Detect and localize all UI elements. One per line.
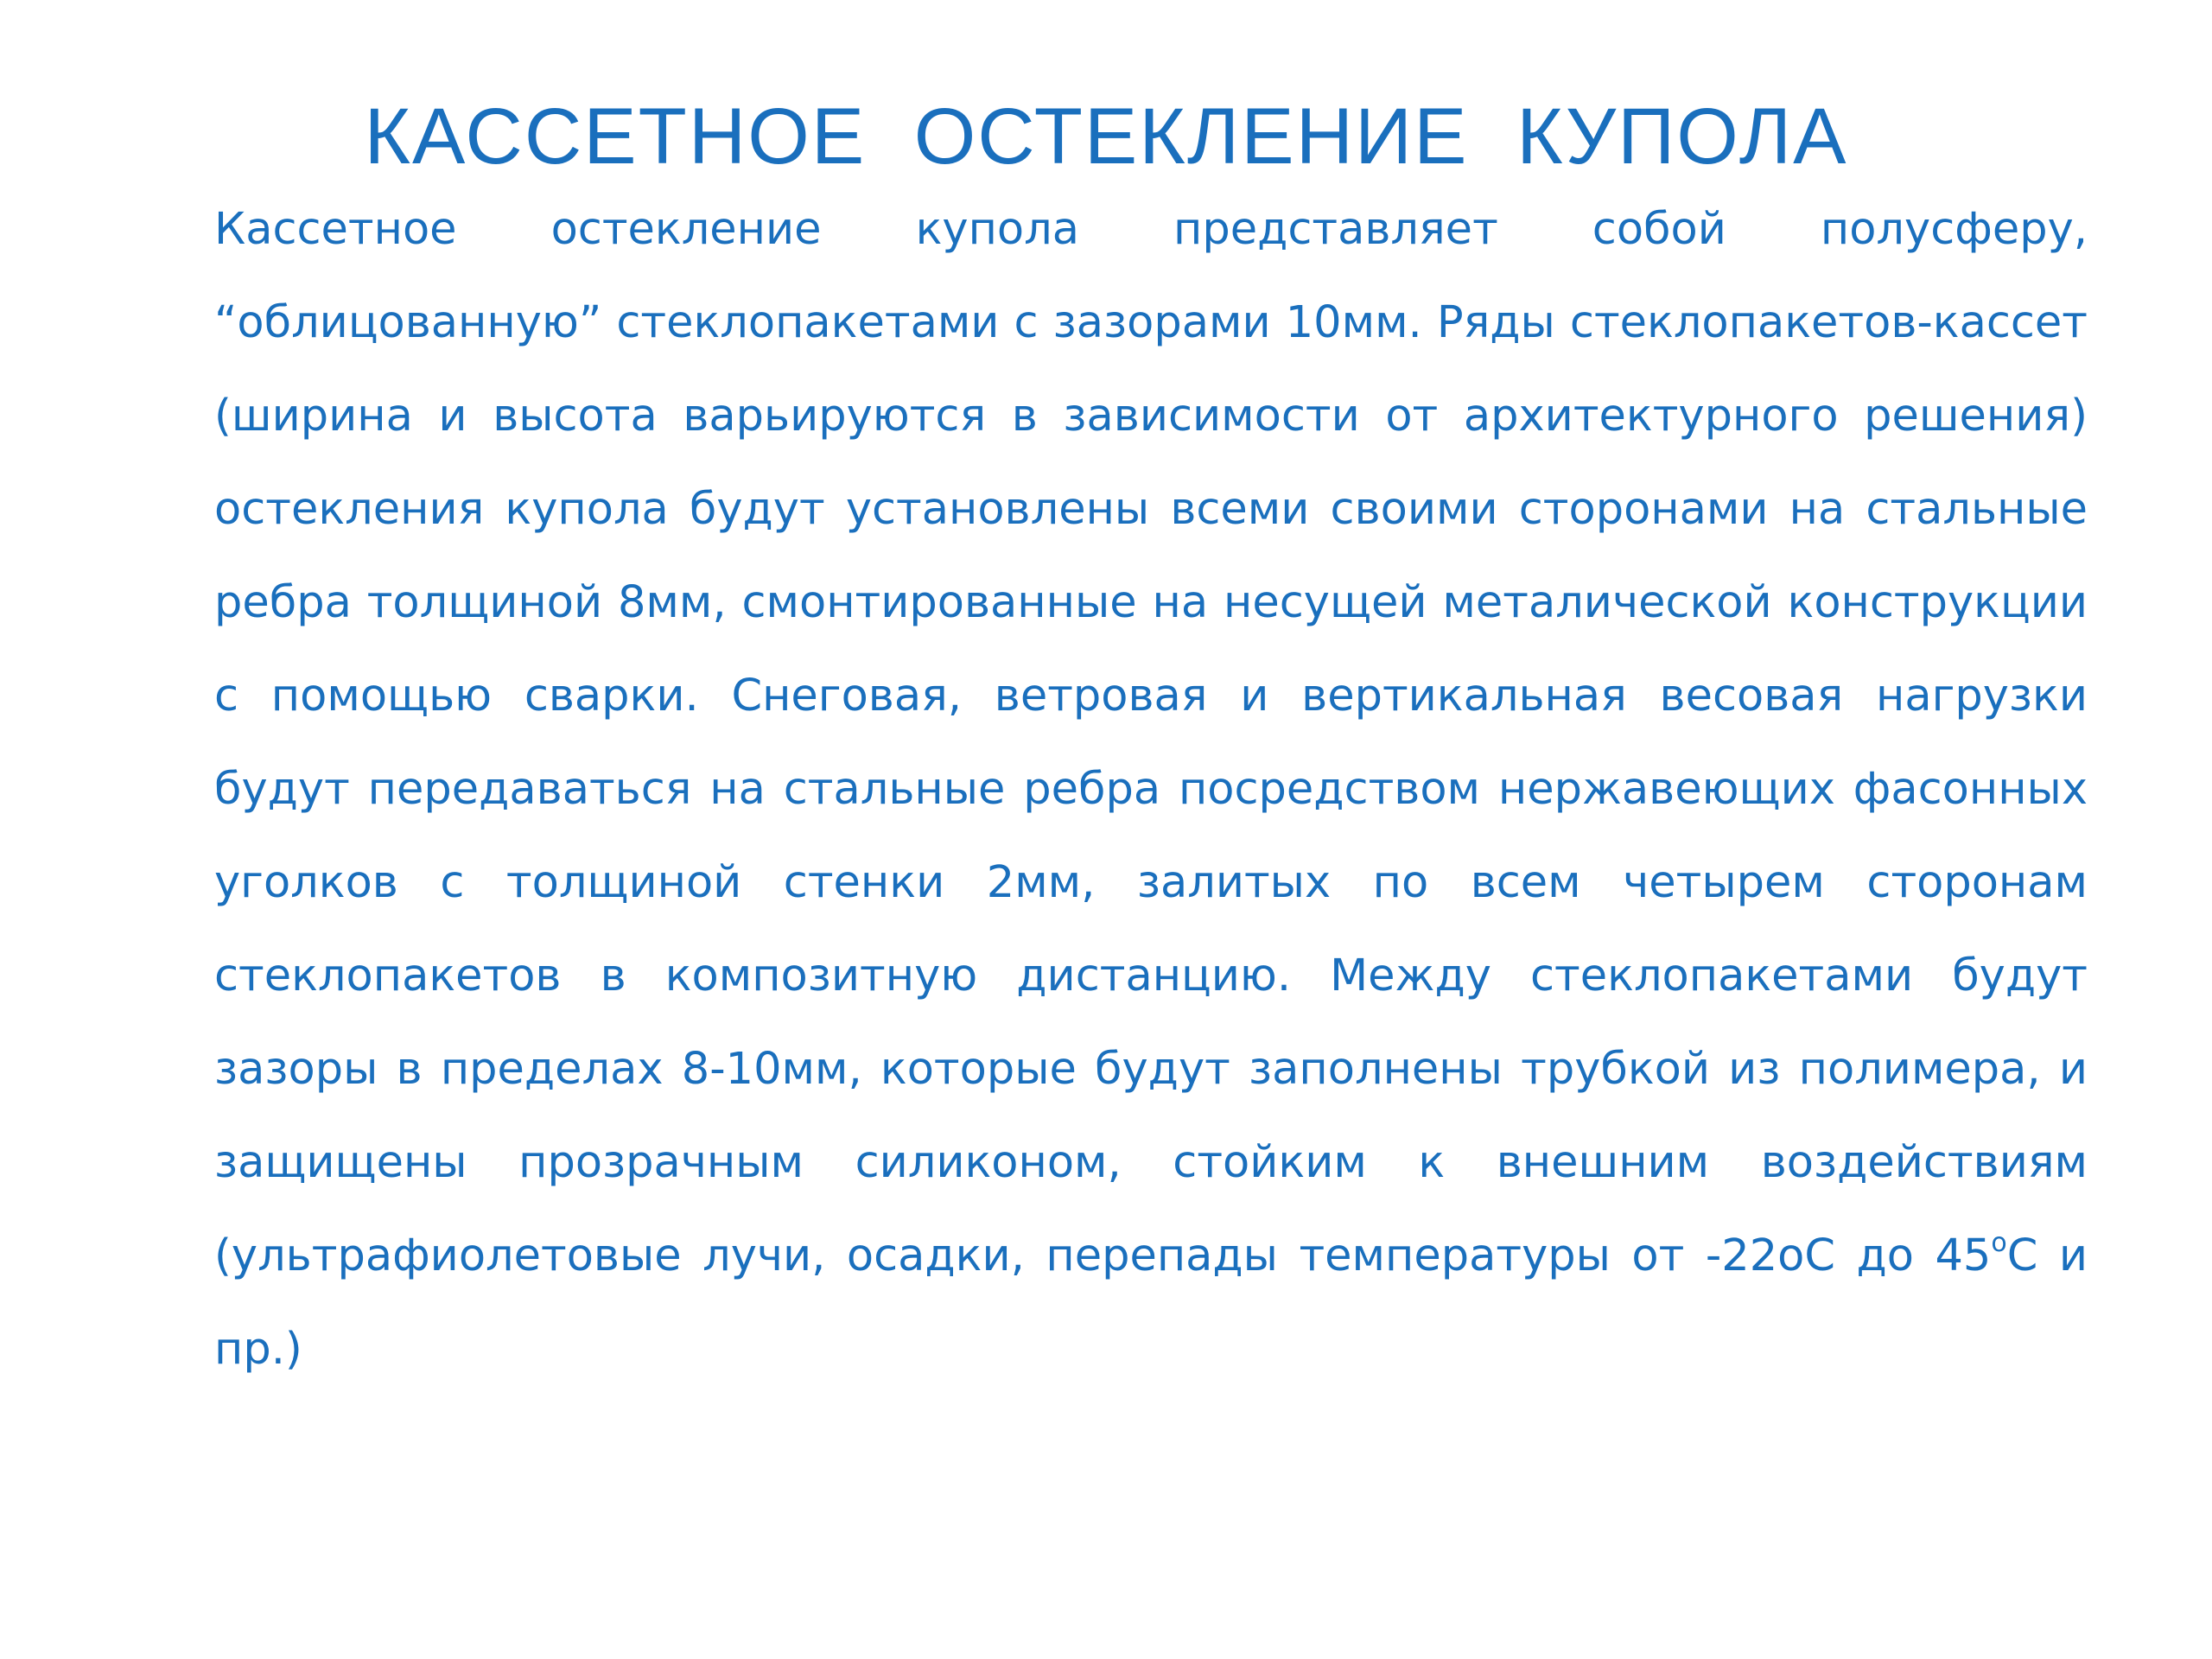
body-paragraph bbox=[214, 183, 2088, 1396]
slide-title: КАССЕТНОЕ ОСТЕКЛЕНИЕ КУПОЛА bbox=[364, 92, 1848, 181]
degree-superscript: о bbox=[1991, 1228, 2007, 1258]
paragraph-main-text: Кассетное остекление купола представляет собой полусферу, “облицованную” стеклопакетами с зазорами 10мм. Ряды стеклопакетов-кассет (ширина и высота варьируются в зависимости от архитектурного решения) остекления купола будут установлены всеми своими сторонами на стальные ребра толщиной 8мм, смонтированные на несущей металической конструкции с помощью сварки. Снеговая, ветровая и вертикальная весовая нагрузки будут передаваться на стальные ребра посредством нержавеющих фасонных уголков с толщиной стенки 2мм, залитых по всем четырем сторонам стеклопакетов в композитную дистанцию. Между стеклопакетами будут зазоры в пределах 8-10мм, которые будут заполнены трубкой из полимера, и защищены прозрачным силиконом, стойким к внешним воздействиям (ультрафиолетовые лучи, осадки, перепады температуры от -22оС до 45 bbox=[214, 204, 2088, 1281]
paragraph-end-text: С и пр.) bbox=[214, 1230, 2088, 1375]
